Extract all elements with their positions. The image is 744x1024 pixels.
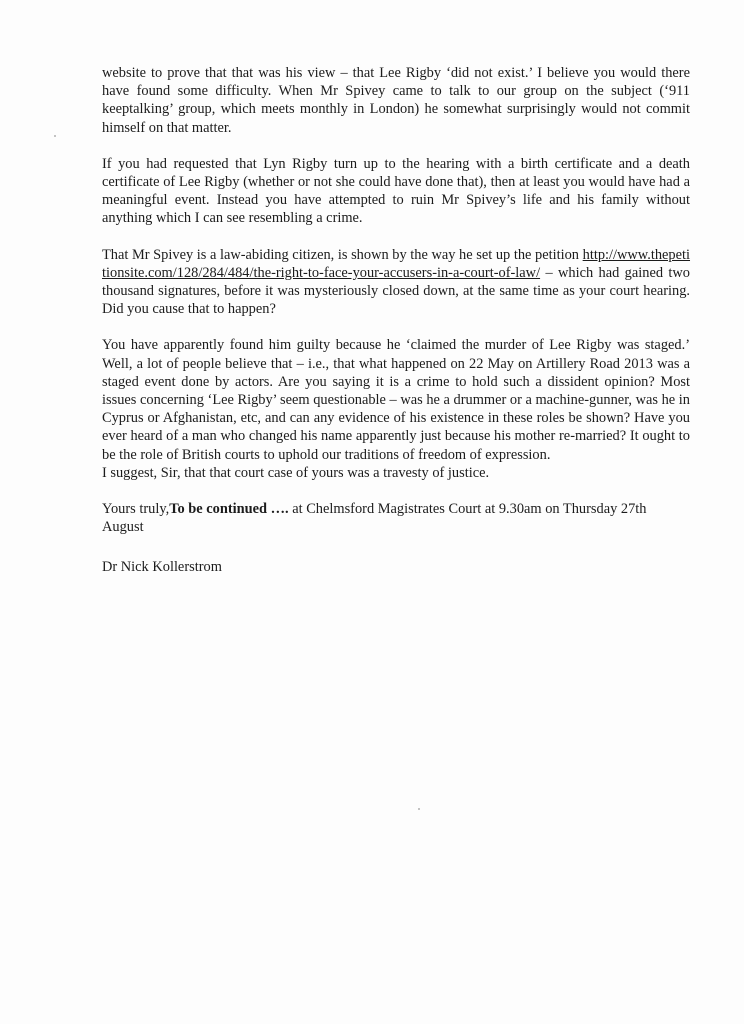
petition-text-before: That Mr Spivey is a law-abiding citizen, is shown by the way he set up the petition	[102, 246, 579, 263]
paragraph-closing	[102, 500, 690, 536]
petition-link[interactable]: http://www.thepetitionsite.com/128/284/484/the-right-to-face-your-accusers-in-a-court-of-law/	[102, 246, 691, 281]
letter-body	[102, 64, 690, 595]
continued-bold-text: To be continued ….	[169, 501, 289, 518]
signature: Dr Nick Kollerstrom	[102, 559, 222, 576]
scan-speck	[418, 808, 420, 810]
paragraph-website: website to prove that that was his view – that Lee Rigby ‘did not exist.’ I believe you would there have found some difficulty. When Mr Spivey came to talk to our group on the subject (‘911 keeptalking’ group, which meets monthly in London) he somewhat surprisingly would not commit himself on that matter.	[102, 65, 690, 136]
continued-rest-text: at Chelmsford Magistrates Court at 9.30am on Thursday 27th August	[102, 501, 647, 536]
guilty-text: You have apparently found him guilty because he ‘claimed the murder of Lee Rigby was staged.’ Well, a lot of people believe that – i.e., that what happened on 22 May on Artillery Road 2013 was a staged event done by actors. Are you saying it is a crime to hold such a dissident opinion? Most issues concerning ‘Lee Rigby’ seem questionable – was he a drummer or a machine-gunner, was he in Cyprus or Afghanistan, etc, and can any evidence of his existence in these roles be shown? Have you ever heard of a man who changed his name apparently just because his mother re-married? It ought to be the role of British courts to uphold our traditions of freedom of expression.	[102, 337, 690, 463]
paragraph-petition	[102, 246, 690, 319]
scan-speck	[54, 135, 56, 137]
petition-text-after: – which had gained two thousand signatures, before it was mysteriously closed down, at the same time as your court hearing. Did you cause that to happen?	[102, 264, 690, 318]
paragraph-guilty	[102, 336, 690, 482]
paragraph-birth-certificate: If you had requested that Lyn Rigby turn up to the hearing with a birth certificate and a death certificate of Lee Rigby (whether or not she could have done that), then at least you would have had a meaningful event. Instead you have attempted to ruin Mr Spivey’s life and his family without anything which I can see resembling a crime.	[102, 155, 690, 227]
travesty-text: I suggest, Sir, that that court case of yours was a travesty of justice.	[102, 464, 490, 481]
closing-text: Yours truly,	[102, 501, 170, 518]
